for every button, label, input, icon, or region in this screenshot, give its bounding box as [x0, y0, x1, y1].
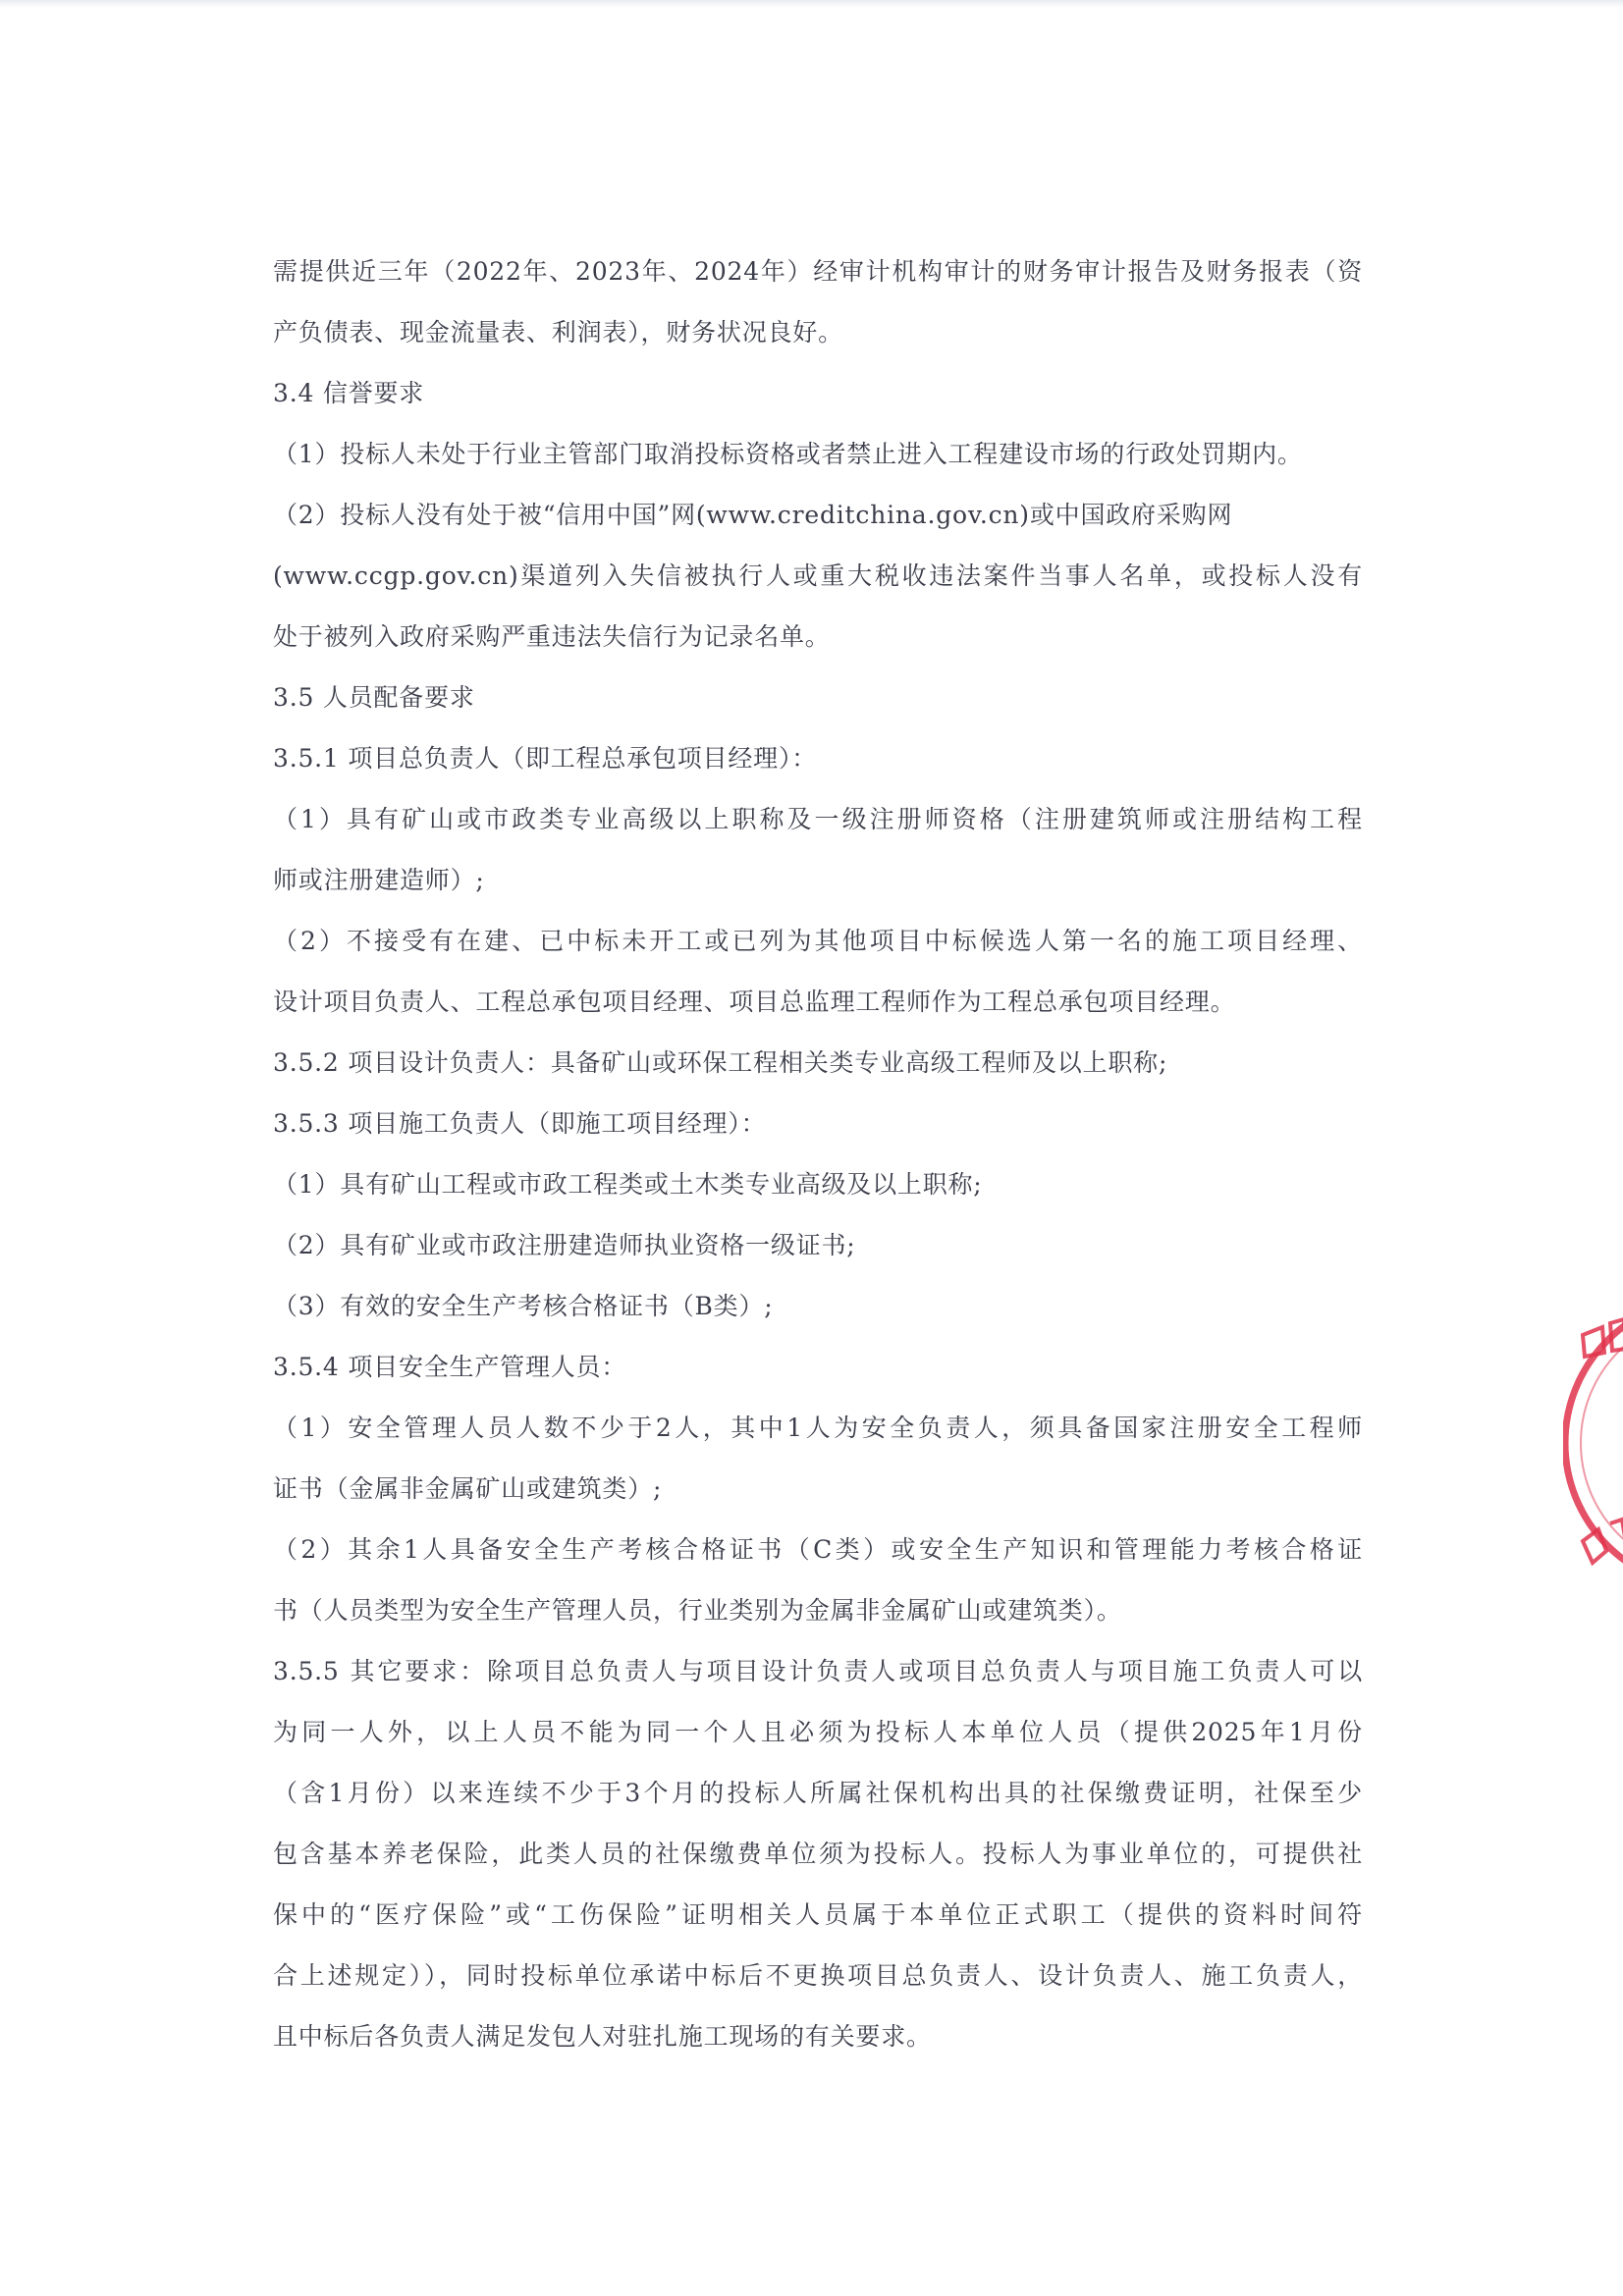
text-line: 处于被列入政府采购严重违法失信行为记录名单。 — [273, 622, 831, 651]
text-line: （2）不接受有在建、已中标未开工或已列为其他项目中标候选人第一名的施工项目经理、 — [273, 927, 1363, 955]
text-line: 且中标后各负责人满足发包人对驻扎施工现场的有关要求。 — [273, 2022, 932, 2051]
text-line: （3）有效的安全生产考核合格证书（B类）; — [273, 1292, 774, 1320]
text-line: （2）其余1人具备安全生产考核合格证书（C类）或安全生产知识和管理能力考核合格证 — [273, 1535, 1363, 1564]
section-heading: 3.4 信誉要求 — [273, 379, 425, 407]
text-line: 包含基本养老保险，此类人员的社保缴费单位须为投标人。投标人为事业单位的，可提供社 — [273, 1840, 1363, 1868]
text-line: 合上述规定）），同时投标单位承诺中标后不更换项目总负责人、设计负责人、施工负责人， — [273, 1961, 1363, 1990]
text-line: （2）投标人没有处于被“信用中国”网(www.creditchina.gov.cn)或中国政府采购网 — [273, 501, 1233, 529]
text-line: （2）具有矿业或市政注册建造师执业资格一级证书; — [273, 1231, 856, 1259]
text-line: (www.ccgp.gov.cn)渠道列入失信被执行人或重大税收违法案件当事人名单，或投标人没有 — [273, 561, 1363, 590]
text-line: 书（人员类型为安全生产管理人员，行业类别为金属非金属矿山或建筑类）。 — [273, 1596, 1122, 1625]
text-line: 3.5.5 其它要求：除项目总负责人与项目设计负责人或项目总负责人与项目施工负责人可以 — [273, 1657, 1363, 1685]
text-line: 设计项目负责人、工程总承包项目经理、项目总监理工程师作为工程总承包项目经理。 — [273, 988, 1236, 1016]
scan-edge — [0, 0, 1623, 8]
text-line: 保中的“医疗保险”或“工伤保险”证明相关人员属于本单位正式职工（提供的资料时间符 — [273, 1900, 1363, 1929]
text-line: （1）具有矿山或市政类专业高级以上职称及一级注册师资格（注册建筑师或注册结构工程 — [273, 805, 1363, 833]
subsection-heading: 3.5.2 项目设计负责人：具备矿山或环保工程相关类专业高级工程师及以上职称; — [273, 1048, 1168, 1077]
text-line: （1）安全管理人员人数不少于2人，其中1人为安全负责人，须具备国家注册安全工程师 — [273, 1414, 1363, 1442]
seal-ring — [1565, 1298, 1623, 1588]
text-line: （1）投标人未处于行业主管部门取消投标资格或者禁止进入工程建设市场的行政处罚期内。 — [273, 440, 1303, 468]
text-line: （含1月份）以来连续不少于3个月的投标人所属社保机构出具的社保缴费证明，社保至少 — [273, 1779, 1363, 1807]
text-line: 师或注册建造师）; — [273, 866, 485, 894]
text-line: （1）具有矿山工程或市政工程类或土木类专业高级及以上职称; — [273, 1170, 983, 1199]
subsection-heading: 3.5.3 项目施工负责人（即施工项目经理）： — [273, 1109, 767, 1138]
official-seal-stamp — [1563, 1266, 1623, 1620]
subsection-heading: 3.5.1 项目总负责人（即工程总承包项目经理）： — [273, 744, 818, 773]
text-line: 为同一人外，以上人员不能为同一个人且必须为投标人本单位人员（提供2025年1月份 — [273, 1718, 1363, 1746]
text-line: 产负债表、现金流量表、利润表），财务状况良好。 — [273, 318, 843, 347]
section-heading: 3.5 人员配备要求 — [273, 683, 475, 712]
text-line: 需提供近三年（2022年、2023年、2024年）经审计机构审计的财务审计报告及财务报表（资 — [273, 257, 1363, 286]
seal-glyph-mark — [1583, 1319, 1623, 1357]
text-line: 证书（金属非金属矿山或建筑类）; — [273, 1474, 663, 1503]
subsection-heading: 3.5.4 项目安全生产管理人员： — [273, 1353, 627, 1381]
